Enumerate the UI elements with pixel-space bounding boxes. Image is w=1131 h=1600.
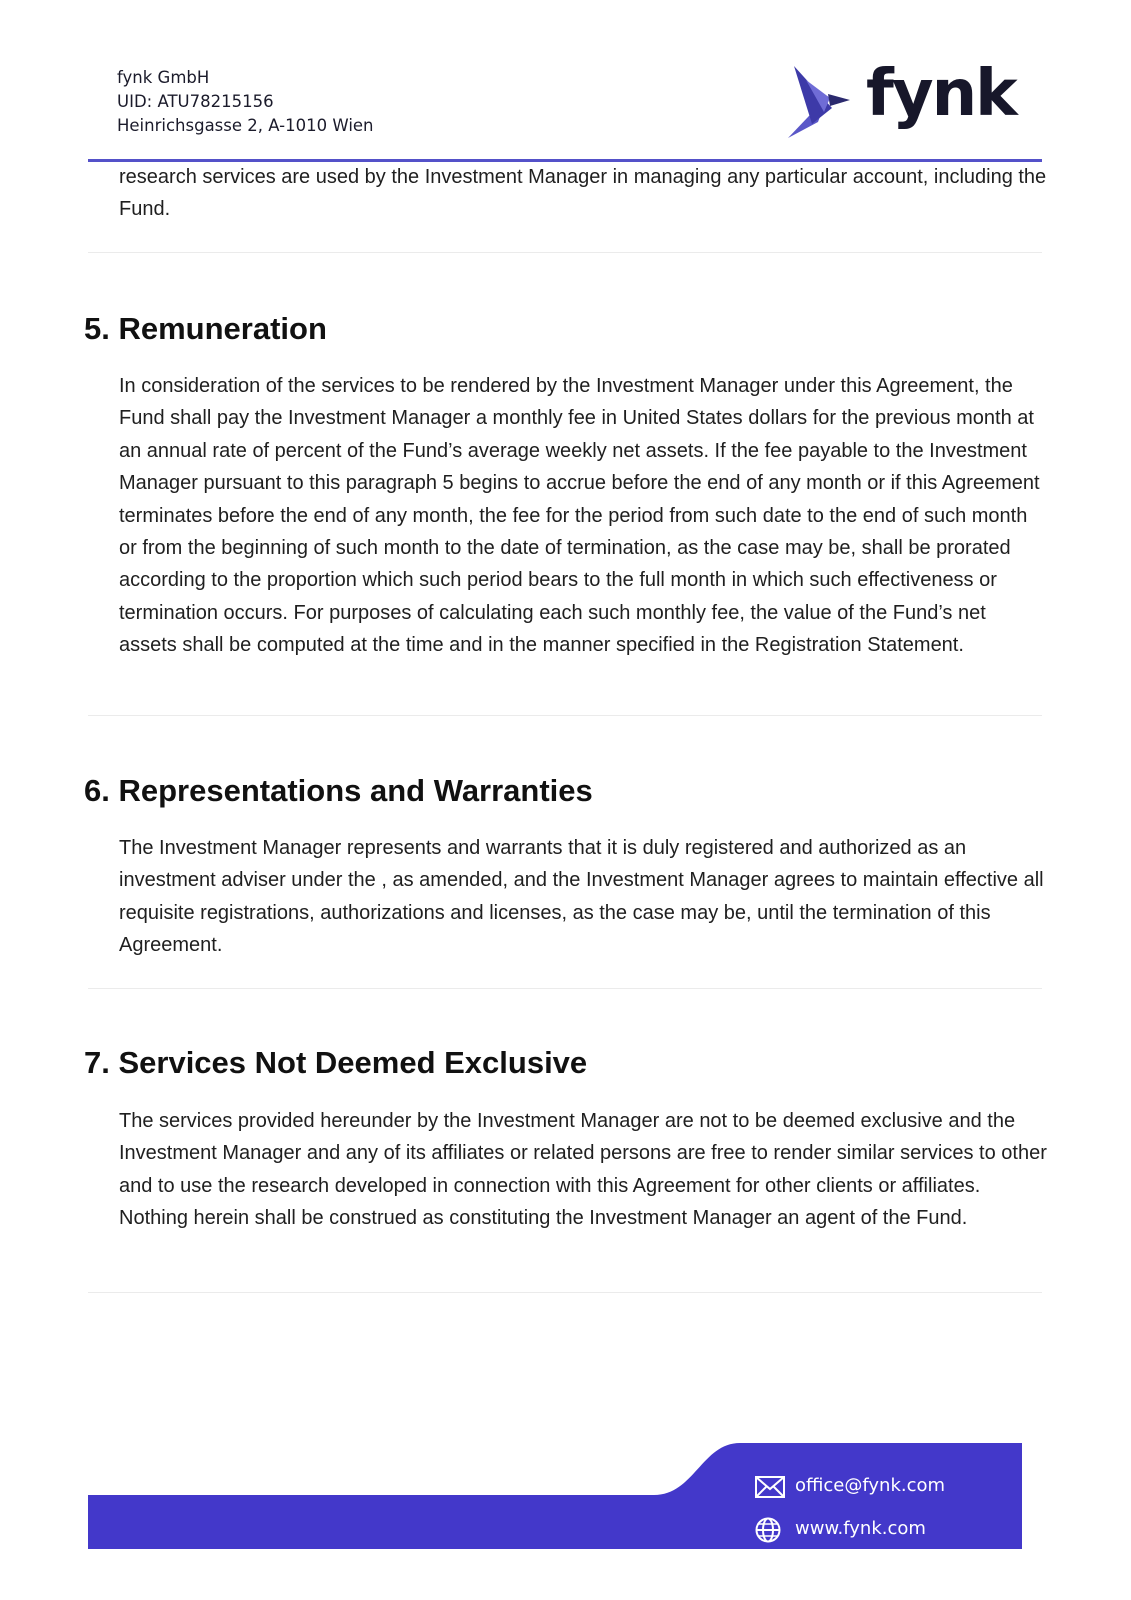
bird-logo-icon [788, 62, 858, 142]
fynk-logo [810, 57, 1016, 142]
section-divider [88, 1292, 1042, 1293]
section-body-representations: The Investment Manager represents and warrants that it is duly registered and authorized as an investment adviser under the , as amended, and the Investment Manager agrees to maintain effective all requisite registrations, authorizations and licenses, as the case may be, until the termination of this Agreement. [119, 837, 1044, 957]
section-divider [88, 715, 1042, 716]
section-heading-representations: 6. Representations and Warranties [84, 773, 593, 808]
website-link[interactable]: www.fynk.com [795, 1518, 926, 1539]
logo-wordmark: fynk [866, 57, 1016, 131]
section-divider [88, 988, 1042, 989]
section-heading-services: 7. Services Not Deemed Exclusive [84, 1045, 588, 1080]
company-info [117, 66, 374, 138]
globe-icon [755, 1517, 781, 1543]
company-name: fynk GmbH [117, 68, 210, 87]
envelope-icon [755, 1476, 785, 1498]
continuation-paragraph: research services are used by the Investment Manager in managing any particular account, including the Fund. [119, 166, 1047, 221]
company-uid: UID: ATU78215156 [117, 92, 274, 111]
section-divider [88, 252, 1042, 253]
company-address: Heinrichsgasse 2, A-1010 Wien [117, 116, 374, 135]
section-heading-remuneration: 5. Remuneration [84, 311, 327, 346]
email-link[interactable]: office@fynk.com [795, 1475, 946, 1496]
section-body-services: The services provided hereunder by the Investment Manager are not to be deemed exclusive and the Investment Manager and any of its affiliates or related persons are free to render similar services to other and to use the research developed in connection with this Agreement for other clients or affiliates. Nothing herein shall be construed as constituting the Investment Manager an agent of the Fund. [119, 1110, 1047, 1230]
section-body-remuneration: In consideration of the services to be rendered by the Investment Manager under this Agreement, the Fund shall pay the Investment Manager a monthly fee in United States dollars for the previous month at an annual rate of percent of the Fund’s average weekly net assets. If the fee payable to the Investment Manager pursuant to this paragraph 5 begins to accrue before the end of any month or if this Agreement terminates before the end of any month, the fee for the period from such date to the end of such month or from the beginning of such month to the date of termination, as the case may be, shall be prorated according to the proportion which such period bears to the full month in which such effectiveness or termination occurs. For purposes of calculating each such monthly fee, the value of the Fund’s net assets shall be computed at the time and in the manner specified in the Registration Statement. [119, 375, 1040, 657]
